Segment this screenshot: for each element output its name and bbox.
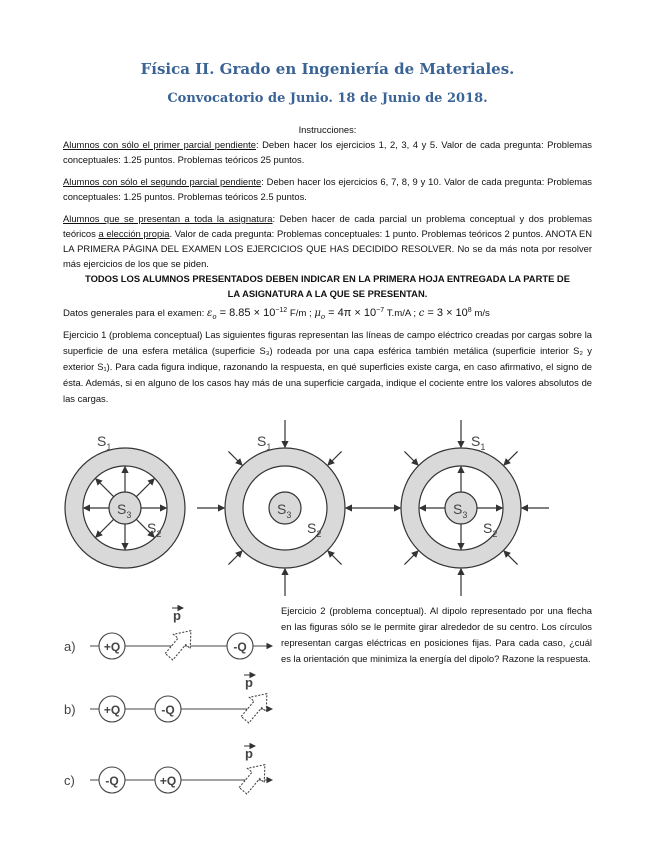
dipole-case-b	[64, 675, 275, 727]
constants-line: Datos generales para el examen: $\varepsilon_o = 8.85 \times 10^{-12}$ F/m ; $\mu_o = 4\pi \times 10^{-7}$ T.m/A ; $c = 3 \times 10^8$ m/s	[63, 307, 490, 322]
exercise-2	[281, 603, 592, 667]
label-s1: $S_1$	[257, 433, 272, 452]
label-s3: $S_3$	[453, 501, 468, 520]
lead: Alumnos que se presentan a toda la asignatura	[63, 213, 273, 224]
charge-label: +Q	[103, 640, 121, 654]
lead: Alumnos con sólo el primer parcial pendiente	[63, 139, 256, 150]
notice: TODOS LOS ALUMNOS PRESENTADOS DEBEN INDICAR EN LA PRIMERA HOJA ENTREGADA LA PARTE DE LA ASIGNATURA A LA QUE SE PRESENTAN.	[85, 273, 570, 299]
dipole-arrow	[235, 758, 274, 798]
charge-label: -Q	[161, 703, 175, 717]
label-s1: $S_1$	[97, 433, 112, 452]
document-title: Física II. Grado en Ingeniería de Materiales.	[140, 60, 515, 78]
exercise-2-lead: Ejercicio 2 (problema conceptual).	[281, 605, 427, 616]
label-s3: $S_3$	[277, 501, 292, 520]
text: : Deben hacer los ejercicios 1, 2, 3, 4 y 5. Valor de cada pregunta: Problemas conceptuales: 1.25 puntos. Problemas teóricos 25 puntos.	[63, 139, 592, 165]
charge-label: +Q	[103, 703, 121, 717]
dipole-p-label: p	[245, 675, 253, 690]
underlined: a elección propia	[98, 228, 170, 239]
sphere-figure-2	[197, 420, 373, 596]
mu: μ	[314, 308, 321, 320]
dipole-arrow	[161, 624, 200, 664]
field-line	[328, 451, 341, 464]
dipole-p-label: p	[245, 746, 253, 761]
sphere-figure-3	[373, 420, 549, 596]
exercise-2-text: Al dipolo representado por una flecha en las figuras sólo se le permite girar alrededor de su centro. Los círculos representan cargas eléctricas en posiciones fijas. Para cada caso, ¿cuál es la orientación que minimiza la energía del dipolo? Razone la respuesta.	[281, 605, 592, 664]
field-line	[504, 551, 517, 564]
case-label: a)	[64, 639, 76, 654]
mu-exp: −7	[376, 307, 385, 314]
c-unit: m/s	[471, 308, 490, 320]
field-line	[404, 451, 417, 464]
charge-label: -Q	[233, 640, 247, 654]
text: : Deben hacer de cada parcial un problema conceptual y dos problemas teóricos	[63, 213, 592, 239]
label-s3: $S_3$	[117, 501, 132, 520]
label-s2: $S_2$	[307, 520, 322, 539]
mu-value: = 4π × 10	[325, 307, 377, 320]
text: . Valor de cada pregunta: Problemas conceptuales: 1 punto. Problemas teóricos 2 puntos. ANOTA EN LA PRIMERA PÁGINA DEL EXAMEN LOS EJERCICIOS QUE HAS DECIDIDO RESOLVER. No se da más nota por resolver más ejercicios de los que se piden.	[63, 228, 592, 269]
mu-unit: T.m/A ;	[384, 308, 419, 320]
dipole-case-c	[64, 746, 273, 798]
dipole-p-label: p	[173, 608, 181, 623]
eps-value: = 8.85 × 10	[216, 307, 276, 320]
sphere-figure-1	[65, 433, 185, 568]
document-subtitle: Convocatorio de Junio. 18 de Junio de 2018.	[167, 91, 488, 106]
dipole-case-a	[64, 608, 272, 664]
dipole-arrow	[237, 687, 276, 727]
eps-unit: F/m ;	[287, 308, 315, 320]
c-exp: 8	[467, 307, 472, 314]
instructions-heading: Instrucciones:	[298, 124, 357, 135]
c-value: = 3 × 10	[424, 307, 468, 320]
charge-label: -Q	[105, 774, 119, 788]
charge-label: +Q	[159, 774, 177, 788]
c: c	[418, 308, 425, 320]
label-s2: $S_2$	[483, 520, 498, 539]
eps-exp: −12	[275, 307, 288, 314]
case-label: b)	[64, 702, 76, 717]
eps: ε	[207, 308, 213, 320]
label: Datos generales para el examen:	[63, 308, 207, 320]
label-s2: $S_2$	[147, 520, 162, 539]
exercise-1-text: Las siguientes figuras representan las líneas de campo eléctrico creadas por cargas sobre la superficie de una esfera metálica (superficie S₃) rodeada por una capa esférica también metálica (superficie interior S₂ y exterior S₁). Para cada figura indique, razonando la respuesta, en qué superficies existe carga, en caso afirmativo, el signo de ésta. Además, si en alguno de los casos hay más de una superficie cargada, indique el cociente entre los valores absolutos de las cargas.	[63, 329, 592, 404]
case-label: c)	[64, 773, 75, 788]
exercise-1-lead: Ejercicio 1 (problema conceptual)	[63, 329, 203, 340]
lead: Alumnos con sólo el segundo parcial pendiente	[63, 176, 262, 187]
field-line	[404, 551, 417, 564]
field-line	[228, 551, 241, 564]
field-line	[504, 451, 517, 464]
field-line	[228, 451, 241, 464]
text: : Deben hacer los ejercicios 6, 7, 8, 9 y 10. Valor de cada pregunta: Problemas conceptuales: 1.25 puntos. Problemas teóricos 2.5 puntos.	[63, 176, 592, 202]
label-s1: $S_1$	[471, 433, 486, 452]
field-line	[328, 551, 341, 564]
